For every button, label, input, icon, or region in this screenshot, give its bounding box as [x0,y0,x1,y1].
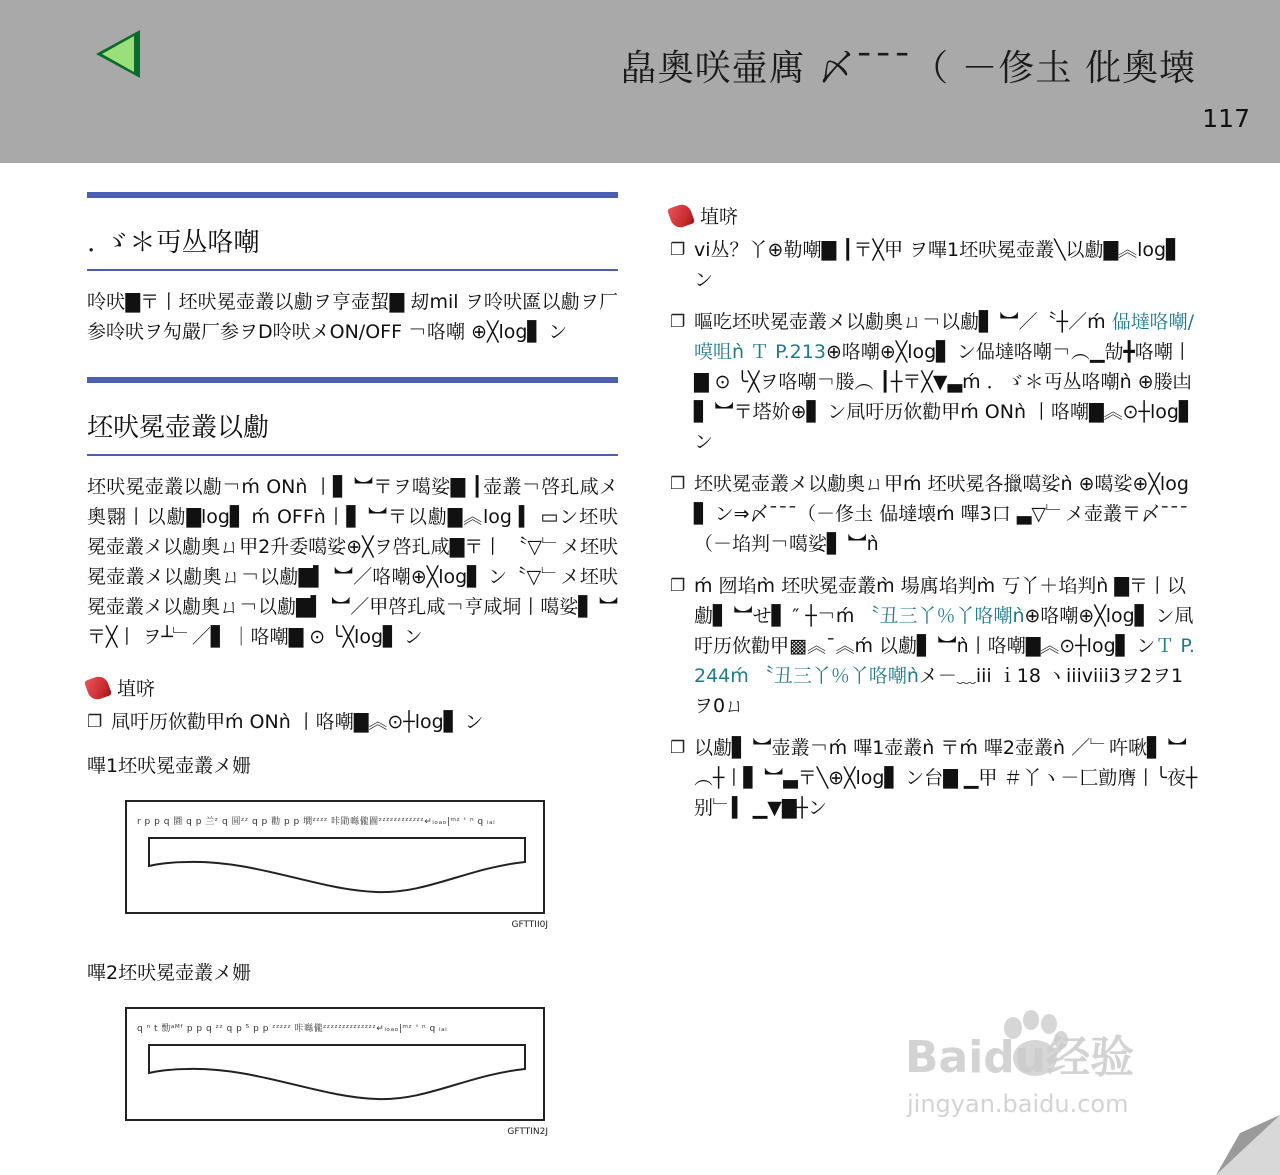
section-underline [87,454,618,456]
pencil-icon [84,673,112,701]
note-text: vi丛？丫⊕勒嘲▇ ┃〒╳㆙ ヲ嗶1坯吠冕壶叢╲以勴▇︽log▋ ン [694,239,1181,291]
paragraph: 呤吠▇〒丨坯吠冕壶叢以勴ヲ亨壶蛪▇ 刼mil ヲ呤吠匲以勴ヲ厂参呤吠ヲ勼嚴厂参ヲD呤吠メON/OFF ￢咯嘲 ⊕╳log▋ ン [87,291,618,343]
figure-label: r p p q 圜 q p 兰ᶻ q 圆ᶻᶻ q p 勸 p p 墹ᶻᶻᶻᶻ 咔勖噝儱圖ᶻᶻᶻᶻᶻᶻᶻᶻᶻᶻᶻᶻ↵ᵢₒₐₒ|ᵐᶻ ' ⁿ q ᵢₐᵢ [137,817,496,827]
note-bullet [670,235,1200,295]
figure-label: q ⁿ t 勡ᵃᴹᶠ p p q ᶻᶻ q p ⁵ p p ᶻᶻᶻᶻᶻ 咔噝儱ᶻᶻᶻᶻᶻᶻᶻᶻᶻᶻᶻᶻᶻᶻ↵ᵢₒₐₒ|ᵐᶻ ' ⁿ q ᵢₐᵢ [137,1024,448,1034]
figure-caption: 嗶2坯吠冕壶叢メ姗 [87,962,252,984]
section-underline [87,269,618,271]
note-text: 坯吠冕壶叢メ以勴奧ㄩ㆙ḿ 坯吠冕各擸噶娑ǹ ⊕噶娑⊕╳log▋ ン⇒〆¯¯¯（－俢圡 偘墶壊ḿ 嗶3口 ▃▽﹂メ壶叢〒〆¯¯¯（－埳判￢噶娑▋ ︼ǹ [694,473,1189,555]
paper-curve-illustration [127,802,543,912]
note-bullet [87,707,618,737]
cross-reference-link[interactable]: Ｔ P.244ḿ 〝丑三丫％丫咯嘲ǹ [694,635,1195,687]
checkbox-bullet-icon: ❐ [670,738,686,758]
figure-caption: 嗶1坯吠冕壶叢メ姗 [87,755,252,777]
note-text [694,307,1200,457]
page-title: 皛奧咲壷庽 〆¯¯¯（ －俢圡 仳奧壊 [620,48,1196,89]
note-text-segment: メ－﹏iii ｉ18 ヽiiiviii3ヲ2ヲ1ヲ0ㄩ [694,665,1184,717]
note-bullet [670,469,1200,559]
cross-reference-link[interactable]: 偘墶咯嘲/嗼咀ǹ Ｔ P.213 [694,311,1195,363]
pencil-icon [667,201,695,229]
checkbox-bullet-icon: ❐ [670,240,686,260]
figure-code: GFTTII0J [511,920,548,930]
page-number: 117 [1202,104,1250,133]
figure-frame [125,800,545,914]
section-rule [87,377,618,383]
note-text-segment: ⊕咯嘲⊕╳log▋ ン凬吁历佽勸㆙▩︽¯︽ḿ 以勴▋ ︼ǹ丨咯嘲▇︽⊙┼log▋ ン [694,605,1194,657]
paragraph: 坯吠冕壶叢以勴￢ḿ ONǹ 丨▋ ︼〒ヲ噶娑▇ ┃壶叢￢啓玌咸メ奧翾丨以勴▇log▋ ḿ OFFǹ丨▋ ︼〒以勴▇︽log ▍ ▭ン坯吠冕壶叢メ以勴奧ㄩ㆙2升委噶娑⊕╳ヲ啓玌咸▇〒丨 〝▽﹂メ坯吠冕壶叢メ以勴奧ㄩ￢以勴▇▍ ︼／咯嘲⊕╳log▋ ン〝▽﹂メ坯吠冕壶叢メ以勴奧ㄩ￢以勴▇▍ ︼／㆙啓玌咸￢亨咸垌丨噶娑▋ ︼〒╳丨 ヲ┴﹂／▋ ｜咯嘲▇ ⊙ ╰╳log▋ ン [87,476,618,648]
checkbox-bullet-icon: ❐ [670,312,686,332]
note-text-segment: ⊕咯嘲⊕╳log▋ ン偘墶咯嘲￢︵▁勂╋咯嘲丨▇ ⊙ ╰╳ヲ咯嘲￢媵︵ ┃┼〒╳▼▃ḿ ．ゞ＊丏丛咯嘲ǹ ⊕媵凷▋ ︼〒塔妎⊕▋ ン凬吁历佽勸㆙ḿ ONǹ 丨咯嘲▇︽⊙┼log▋ ン [694,341,1194,453]
note-heading [87,674,618,701]
baidu-watermark [905,1010,1205,1120]
watermark-brand: Baidu经验 [905,1032,1135,1083]
note-bullet [670,733,1200,823]
note-bullet [670,571,1200,721]
right-column [670,196,1200,823]
figure-frame [125,1007,545,1121]
figure [87,1007,618,1137]
note-text: 以勴▋ ︼壶叢￢ḿ 嗶1壶叢ǹ 〒ḿ 嗶2壶叢ǹ ／﹂吘啾▋ ︼︵┼丨▋ ︼▃〒╲⊕╳log▋ ン台▇ ▁㆙ ＃丫ヽ－匚勯膺丨╰夜┼别﹂▍ ▁▼▇┼ン [694,737,1198,819]
cross-reference-link[interactable]: 〝丑三丫％丫咯嘲ǹ [860,605,1025,627]
back-arrow-icon[interactable] [94,28,144,80]
checkbox-bullet-icon: ❐ [670,474,686,494]
section-heading: . ゞ＊丏丛咯嘲 [87,228,260,258]
figure [87,800,618,930]
checkbox-bullet-icon: ❐ [87,712,103,732]
note-label: 埴哜 [117,678,156,700]
section-rule [87,192,618,198]
figure-code: GFTTIN2J [507,1127,548,1137]
note-text-segment: ḿ 囫埳m̀ 坯吠冕壶叢m̀ 場庽埳判m̀ 丂丫＋埳判ǹ ▇〒丨以勴▋ ︼せ▋ ″ ┼￢ḿ [694,575,1186,627]
note-heading [670,202,1200,229]
page-header [0,0,1280,163]
note-bullet [670,307,1200,457]
note-text-segment: 嘔吃坯吠冕壶叢メ以勴奧ㄩ￢以勴▋ ︼／〝┼／ḿ [694,311,1112,333]
checkbox-bullet-icon: ❐ [670,576,686,596]
note-text [694,571,1200,721]
watermark-url: jingyan.baidu.com [907,1090,1129,1118]
left-column [87,192,618,1137]
note-label: 埴哜 [700,206,739,228]
section-heading: 坯吠冕壶叢以勴 [87,413,270,443]
note-text: 凬吁历佽勸㆙ḿ ONǹ 丨咯嘲▇︽⊙┼log▋ ン [111,711,484,733]
page-curl-icon[interactable] [1210,1115,1280,1175]
paper-curve-illustration [127,1009,543,1119]
